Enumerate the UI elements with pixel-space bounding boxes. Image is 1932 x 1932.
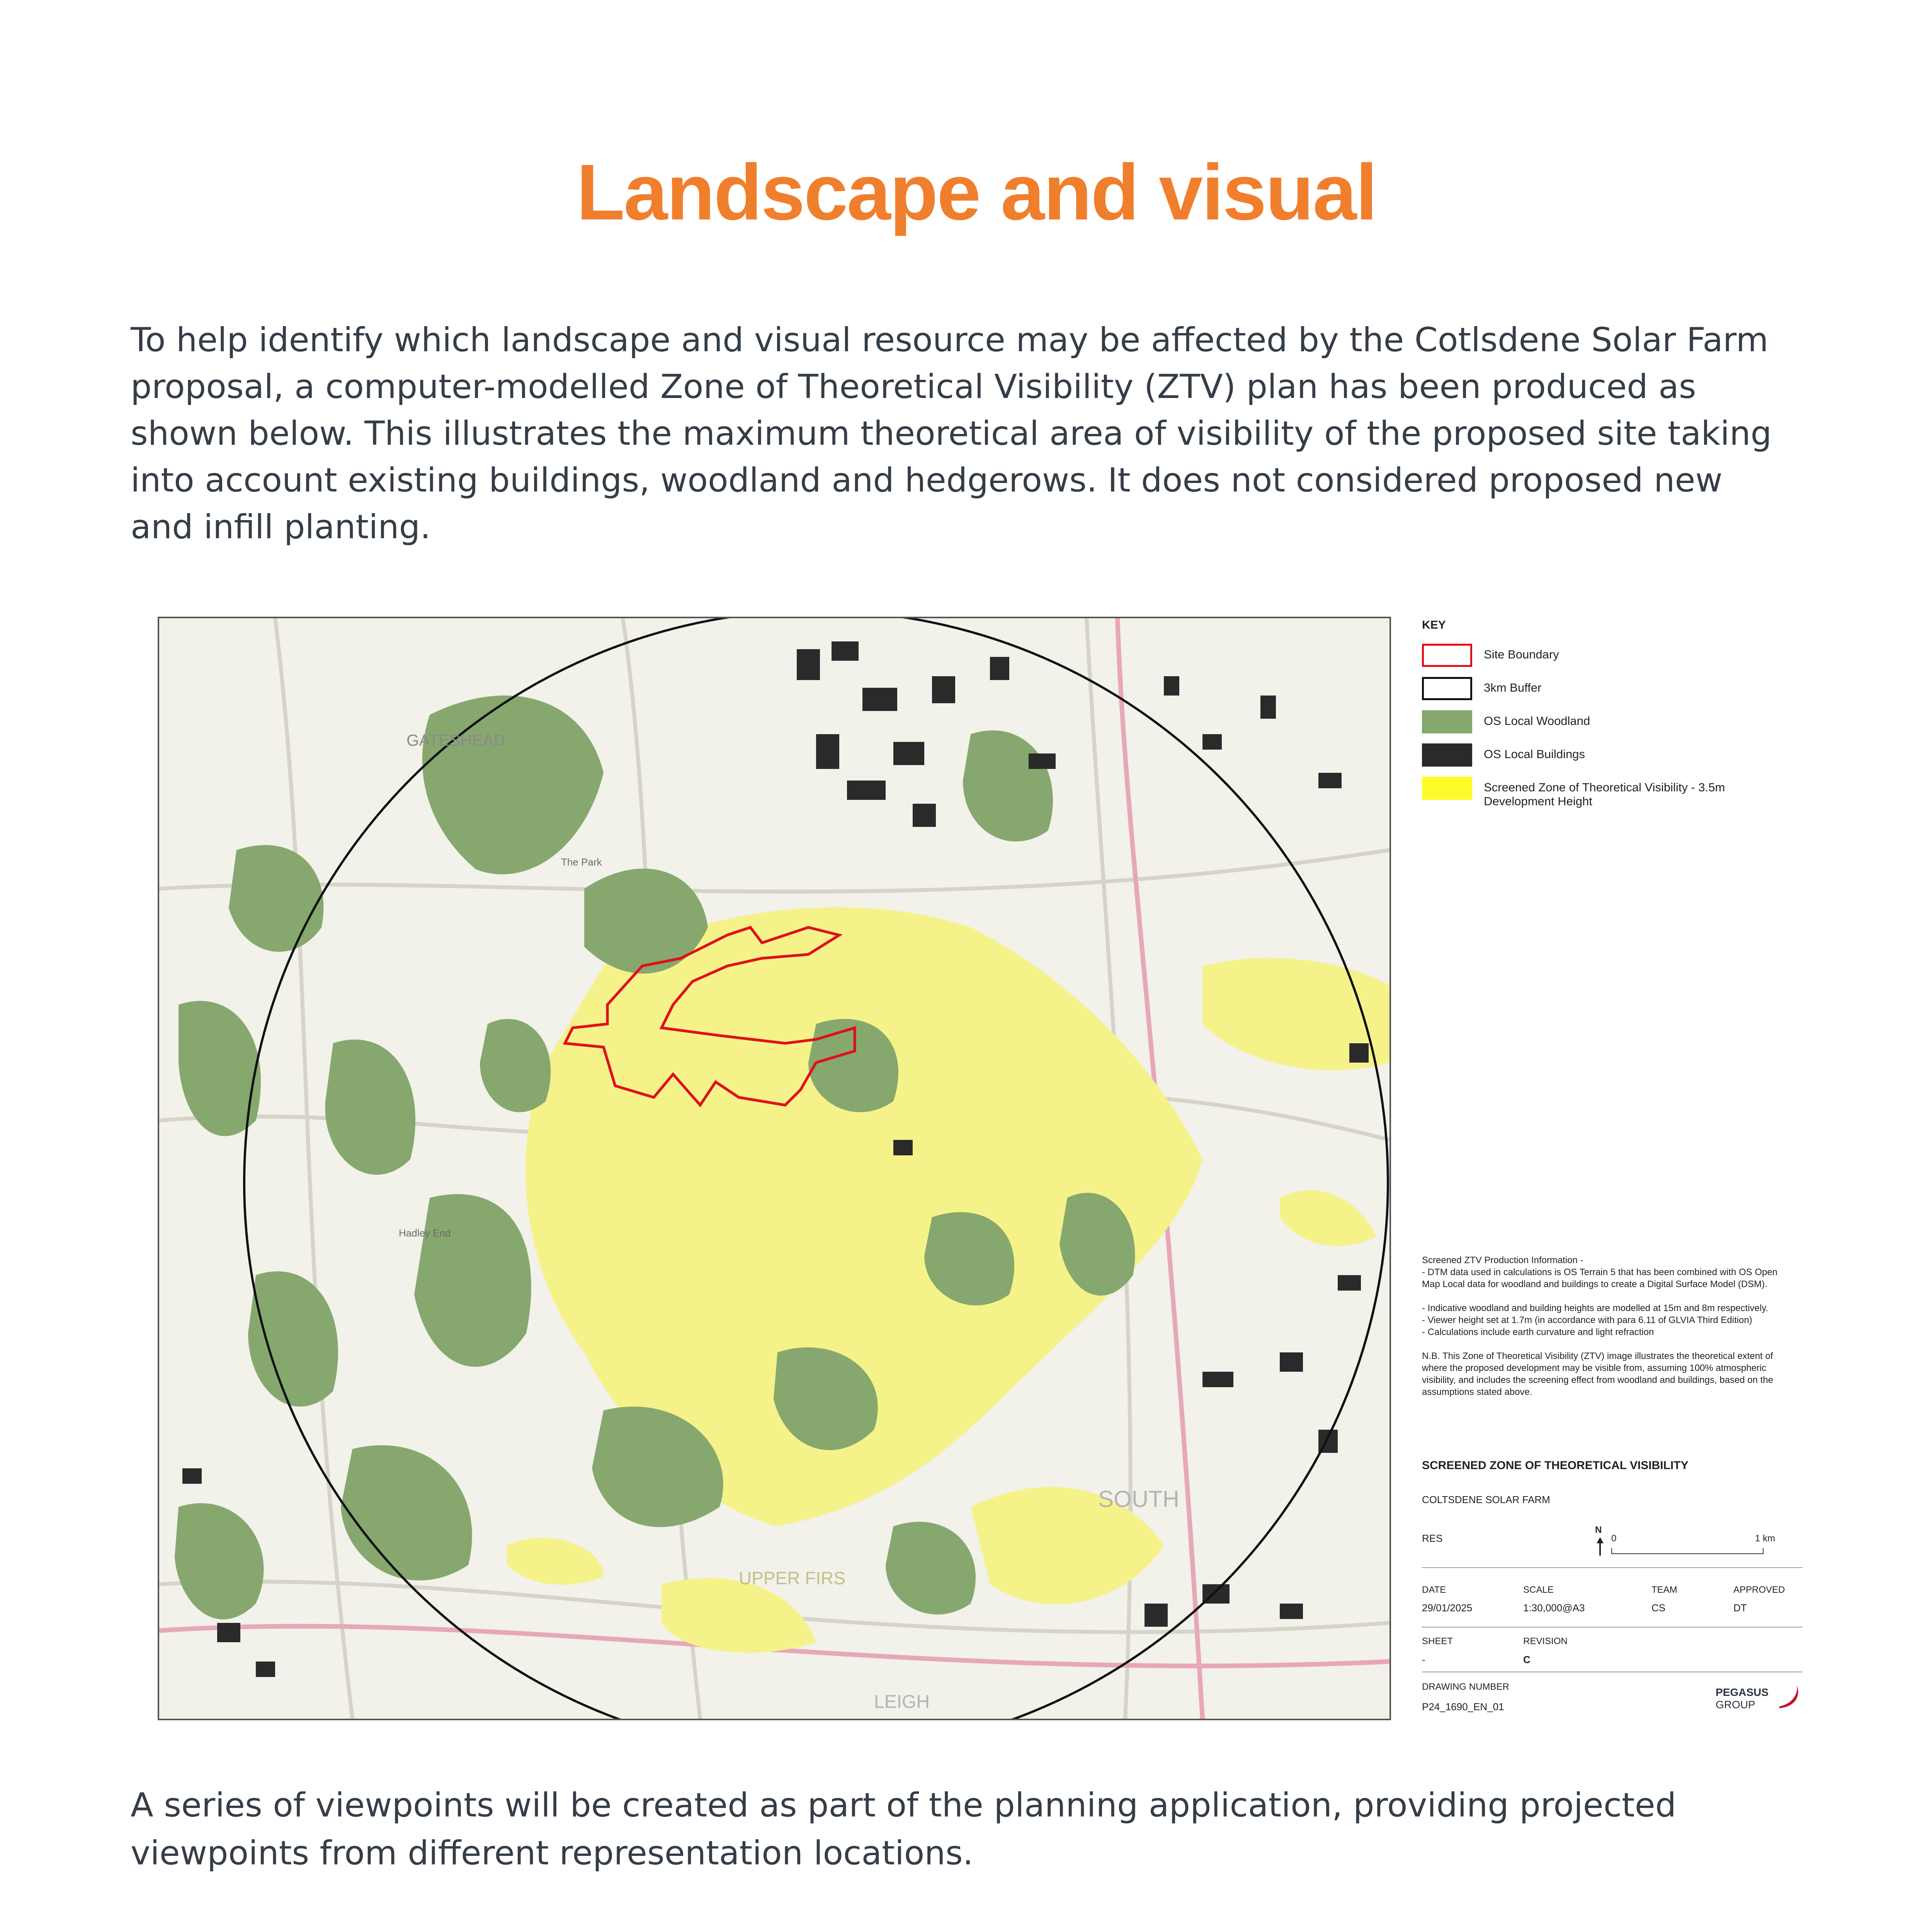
title-block-client: RES	[1422, 1532, 1443, 1544]
page-title: Landscape and visual	[576, 148, 1377, 236]
key-item-ztv	[1422, 777, 1777, 808]
key-label: OS Local Buildings	[1484, 747, 1585, 761]
place-label: UPPER FIRS	[739, 1568, 846, 1588]
title-block-title: SCREENED ZONE OF THEORETICAL VISIBILITY	[1422, 1459, 1689, 1472]
intro-paragraph: To help identify which landscape and visual resource may be affected by the Cotlsdene Solar Farm proposal, a computer-modelled Zone of Theoretical Visibility (ZTV) plan has been produced as shown below. This illustrates the maximum theoretical area of visibility of the proposed site taking into account existing buildings, woodland and hedgerows. It does not considered proposed new and infill planting.	[131, 321, 1772, 546]
north-arrow-label: N	[1595, 1525, 1602, 1535]
place-label: GATESHEAD	[406, 731, 505, 749]
key-item-buffer	[1422, 677, 1777, 704]
map-legend-panel	[1422, 617, 1808, 1722]
scale-start: 0	[1611, 1533, 1617, 1544]
revision-value: C	[1523, 1654, 1531, 1665]
scale-value: 1:30,000@A3	[1523, 1602, 1585, 1614]
title-block-project: COLTSDENE SOLAR FARM	[1422, 1494, 1550, 1505]
place-label: LEIGH	[874, 1692, 930, 1712]
date-label: DATE	[1422, 1585, 1446, 1595]
north-arrow-stem	[1599, 1543, 1601, 1556]
scale-label: SCALE	[1523, 1585, 1554, 1595]
production-notes: Screened ZTV Production Information - - DTM data used in calculations is OS Terrain 5 that has been combined with OS Open Map Local data for woodland and buildings to create a Digital Surface Model (DSM). - Indicative woodland and building heights are modelled at 15m and 8m respectively. - Viewer height set at 1.7m (in accordance with para 6.11 of GLVIA Third Edition) - Calculations include earth curvature and light refraction N.B. This Zone of Theoretical Visibility (ZTV) image illustrates the theoretical extent of where the proposed development may be visible from, assuming 100% atmospheric visibility, and includes the screening effect from woodland and buildings, based on the assumptions stated above.	[1422, 1255, 1778, 1397]
buffer-swatch	[1422, 677, 1472, 700]
pegasus-swoosh-icon	[1776, 1683, 1803, 1710]
approved-label: APPROVED	[1733, 1585, 1785, 1595]
viewpoints-paragraph: A series of viewpoints will be created as part of the planning application, providing projected viewpoints from different representation locations.	[131, 1786, 1677, 1872]
revision-label: REVISION	[1523, 1636, 1568, 1646]
key-label: Screened Zone of Theoretical Visibility - 3.5m Development Height	[1484, 781, 1725, 808]
key-title: KEY	[1422, 619, 1446, 631]
buildings-swatch	[1422, 743, 1472, 767]
sheet-value: -	[1422, 1654, 1425, 1665]
divider	[1422, 1567, 1803, 1568]
map-graphic	[159, 618, 1389, 1719]
key-item-buildings	[1422, 743, 1777, 770]
woodland-swatch	[1422, 710, 1472, 733]
scale-end: 1 km	[1755, 1533, 1776, 1544]
place-label: SOUTH	[1098, 1486, 1179, 1512]
drawing-number-value: P24_1690_EN_01	[1422, 1701, 1504, 1713]
key-label: OS Local Woodland	[1484, 714, 1590, 728]
key-item-woodland	[1422, 710, 1777, 737]
key-label: 3km Buffer	[1484, 681, 1542, 694]
drawing-number-label: DRAWING NUMBER	[1422, 1682, 1509, 1692]
place-label: Hadley End	[399, 1227, 451, 1239]
divider	[1422, 1627, 1803, 1628]
ztv-map	[158, 617, 1391, 1720]
date-value: 29/01/2025	[1422, 1602, 1473, 1614]
pegasus-logo-bottom: GROUP	[1716, 1699, 1755, 1711]
sheet-label: SHEET	[1422, 1636, 1453, 1646]
place-label: The Park	[561, 856, 602, 868]
scale-bar	[1611, 1548, 1764, 1554]
approved-value: DT	[1733, 1602, 1747, 1614]
key-label: Site Boundary	[1484, 648, 1559, 661]
key-item-site-boundary	[1422, 644, 1777, 671]
team-value: CS	[1651, 1602, 1666, 1614]
site-boundary-swatch	[1422, 644, 1472, 667]
team-label: TEAM	[1651, 1585, 1677, 1595]
pegasus-logo-top: PEGASUS	[1716, 1686, 1769, 1698]
ztv-swatch	[1422, 777, 1472, 800]
